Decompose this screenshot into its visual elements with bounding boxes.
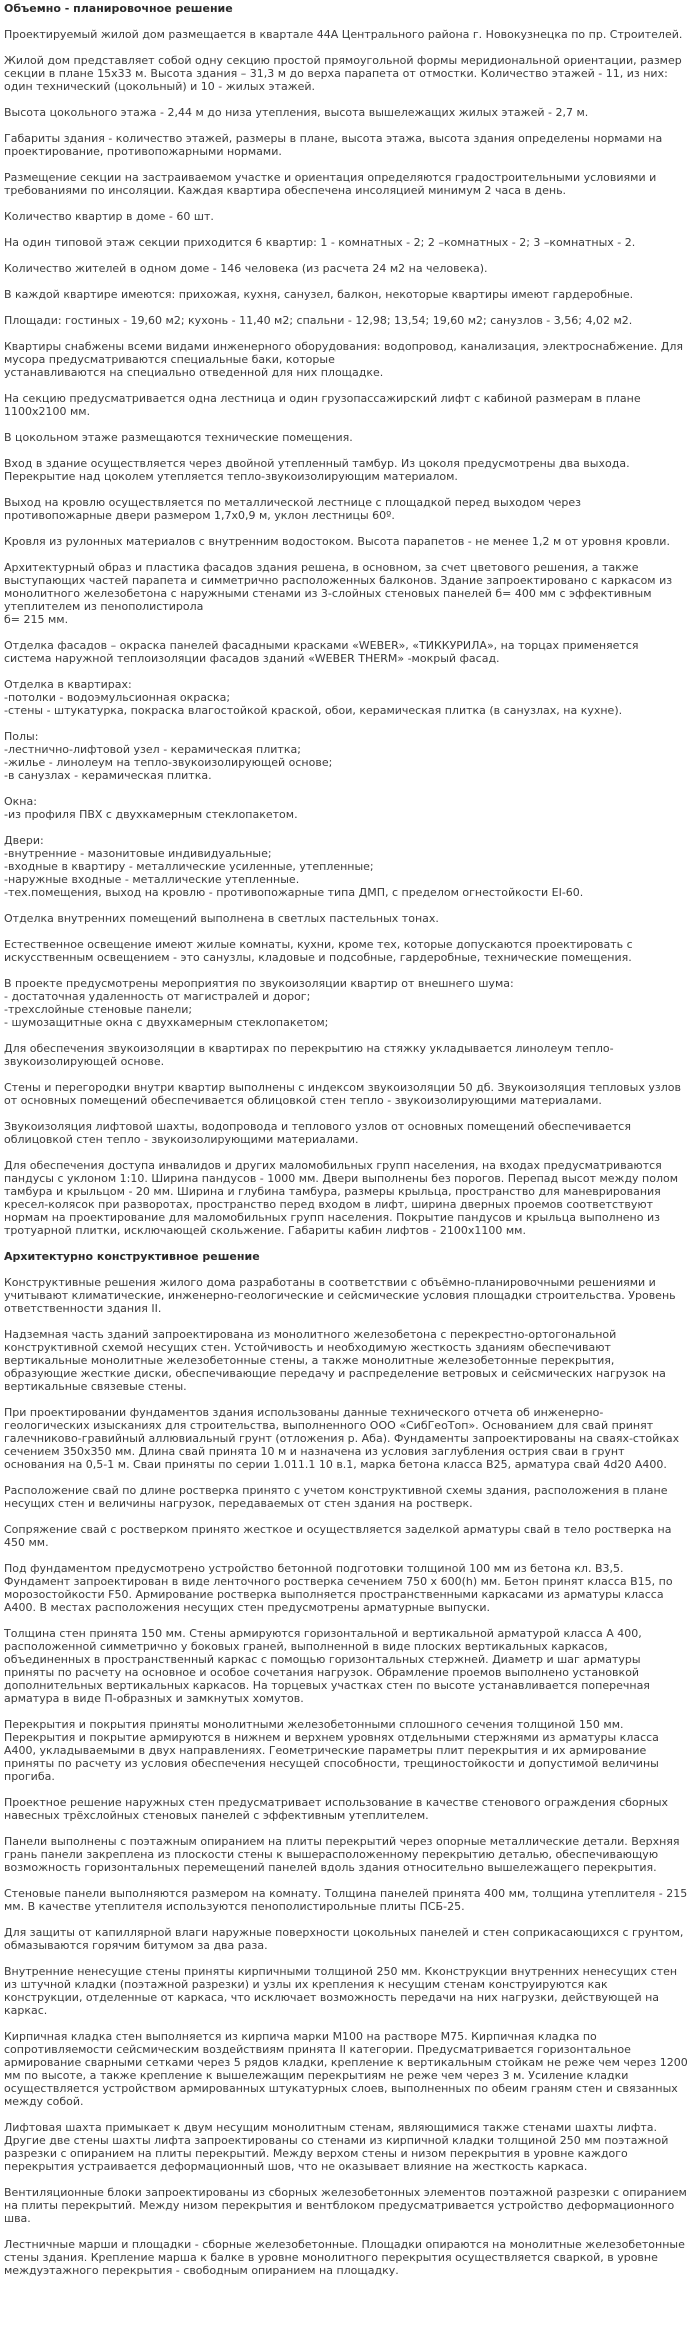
paragraph: В каждой квартире имеются: прихожая, кухня, санузел, балкон, некоторые квартиры имеют гардеробные. bbox=[4, 288, 634, 301]
paragraph: Звукоизоляция лифтовой шахты, водопровода и теплового узлов от основных помещений обеспечивается облицовкой стен тепло - звукоизолирующими материалами. bbox=[4, 1120, 631, 1146]
paragraph: Лестничные марши и площадки - сборные железобетонные. Площадки опираются на монолитные железобетонные стены здания. Крепление марша к балке в уровне монолитного перекрытия осуществляется сваркой, в уровне междуэтажного перекрытия - свободным опиранием на площадку. bbox=[4, 2238, 685, 2277]
paragraph: Полы: -лестнично-лифтовой узел - керамическая плитка; -жилье - линолеум на тепло-звукоизолирующей основе; -в санузлах - керамическая плитка. bbox=[4, 730, 333, 782]
paragraph: Сопряжение свай с ростверком принято жесткое и осуществляется заделкой арматуры свай в тело ростверка на 450 мм. bbox=[4, 1523, 672, 1549]
paragraph: Двери: -внутренние - мазонитовые индивидуальные; -входные в квартиру - металлические усиленные, утепленные; -наружные входные - металлические утепленные. -тех.помещения, выход на кровлю - противопожарные типа ДМП, с пределом огнестойкости EI-60. bbox=[4, 834, 584, 899]
paragraph: Естественное освещение имеют жилые комнаты, кухни, кроме тех, которые допускаются проектировать с искусственным освещением - это санузлы, кладовые и подсобные, гардеробные, технические помещения. bbox=[4, 938, 633, 964]
paragraph: Вентиляционные блоки запроектированы из сборных железобетонных элементов поэтажной разрезки с опиранием на плиты перекрытий. Между низом перекрытия и вентблоком предусматривается устройство деформационного шва. bbox=[4, 2186, 687, 2225]
paragraph: Лифтовая шахта примыкает к двум несущим монолитным стенам, являющимися также стенами шахты лифта. Другие две стены шахты лифта запроектированы со стенами из кирпичной кладки толщиной 250 мм поэтажной разрезки с опиранием на плиты перекрытий. Между верхом стены и низом перекрытия в уровне каждого перекрытия устраивается деформационный шов, что не оказывает влияние на жесткость каркаса. bbox=[4, 2121, 669, 2173]
paragraph: Жилой дом представляет собой одну секцию простой прямоугольной формы меридиональной ориентации, размер секции в плане 15х33 м. Высота здания – 31,3 м до верха парапета от отмостки. Количество этажей - 11, из них: один технический (цокольный) и 10 - жилых этажей. bbox=[4, 54, 682, 93]
paragraph: Перекрытия и покрытия приняты монолитными железобетонными сплошного сечения толщиной 150 мм. Перекрытия и покрытие армируются в нижнем и верхнем уровнях отдельными стержнями из арматуры класса А400, укладываемыми в двух направлениях. Геометрические параметры плит перекрытия и их армирование приняты по расчету из условия обеспечения несущей способности, трещиностойкости и допустимой величины прогиба. bbox=[4, 1718, 659, 1783]
paragraph: Кирпичная кладка стен выполняется из кирпича марки М100 на растворе М75. Кирпичная кладка по сопротивляемости сейсмическим воздействиям принята II категории. Предусматривается горизонтальное армирование сварными сетками через 5 рядов кладки, крепление к вертикальным стойкам не реже чем через 1200 мм по высоте, а также крепление к вышележащим перекрытиям не реже чем через 3 м. Усиление кладки осуществляется устройством армированных штукатурных слоев, выполненных по обеим граням стен и связанных между собой. bbox=[4, 2030, 688, 2108]
paragraph: Количество квартир в доме - 60 шт. bbox=[4, 210, 214, 223]
paragraph: Толщина стен принята 150 мм. Стены армируются горизонтальной и вертикальной арматурой класса А 400, расположенной симметрично у боковых граней, выполненной в виде плоских вертикальных каркасов, объединенных в пространственный каркас с помощью горизонтальных стержней. Диаметр и шаг арматуры приняты по расчету на основное и особое сочетания нагрузок. Обрамление проемов выполнено установкой дополнительных вертикальных каркасов. На торцевых участках стен по высоте устанавливается поперечная арматура в виде П-образных и замкнутых хомутов. bbox=[4, 1627, 650, 1705]
paragraph: Конструктивные решения жилого дома разработаны в соответствии с объёмно-планировочными решениями и учитывают климатические, инженерно-геологические и сейсмические условия площадки строительства. Уровень ответственности здания II. bbox=[4, 1276, 676, 1315]
paragraph: На один типовой этаж секции приходится 6 квартир: 1 - комнатных - 2; 2 –комнатных - 2; 3 –комнатных - 2. bbox=[4, 236, 636, 249]
paragraph: Панели выполнены с поэтажным опиранием на плиты перекрытий через опорные металлические детали. Верхняя грань панели закреплена из плоскости стены к вышерасположенному перекрытию деталью, обеспечивающую возможность горизонтальных перемещений панелей вдоль здания относительно вышележащего перекрытия. bbox=[4, 1835, 680, 1874]
paragraph: Квартиры снабжены всеми видами инженерного оборудования: водопровод, канализация, электроснабжение. Для мусора предусматриваются специальные баки, которые устанавливаются на специально отведенной для них площадке. bbox=[4, 340, 684, 379]
paragraph: Под фундаментом предусмотрено устройство бетонной подготовки толщиной 100 мм из бетона кл. В3,5. Фундамент запроектирован в виде ленточного ростверка сечением 750 х 600(h) мм. Бетон принят класса В15, по морозостойкости F50. Армирование ростверка выполняется пространственными каркасами из арматуры класса А400. В местах расположения несущих стен предусмотрены арматурные выпуски. bbox=[4, 1562, 673, 1614]
section-title-planning: Объемно - планировочное решение bbox=[4, 2, 233, 15]
paragraph: Размещение секции на застраиваемом участке и ориентация определяются градостроительными условиями и требованиями по инсоляции. Каждая квартира обеспечена инсоляцией минимум 2 часа в день. bbox=[4, 171, 657, 197]
paragraph: Расположение свай по длине ростверка принято с учетом конструктивной схемы здания, расположения в плане несущих стен и величины нагрузок, передаваемых от стен здания на ростверк. bbox=[4, 1484, 668, 1510]
paragraph: Стеновые панели выполняются размером на комнату. Толщина панелей принята 400 мм, толщина утеплителя - 215 мм. В качестве утеплителя используются пенополистирольные плиты ПСБ-25. bbox=[4, 1887, 688, 1913]
paragraph: Высота цокольного этажа - 2,44 м до низа утепления, высота вышележащих жилых этажей - 2,7 м. bbox=[4, 106, 589, 119]
paragraph: Внутренние ненесущие стены приняты кирпичными толщиной 250 мм. Кконструкции внутренних ненесущих стен из штучной кладки (поэтажной разрезки) и узлы их крепления к несущим стенам конструируются как конструкции, отделенные от каркаса, что исключает возможность передачи на них нагрузки, действующей на каркас. bbox=[4, 1965, 678, 2017]
paragraph: Вход в здание осуществляется через двойной утепленный тамбур. Из цоколя предусмотрены два выхода. Перекрытие над цоколем утепляется тепло-звукоизолирующим материалом. bbox=[4, 457, 630, 483]
paragraph: Архитектурный образ и пластика фасадов здания решена, в основном, за счет цветового решения, а также выступающих частей парапета и симметрично расположенных балконов. Здание запроектировано с каркасом из монолитного железобетона с наружными стенами из 3-слойных стеновых панелей б= 400 мм с эффективным утеплителем из пенополистирола б= 215 мм. bbox=[4, 561, 673, 626]
paragraph: Выход на кровлю осуществляется по металлической лестнице с площадкой перед выходом через противопожарные двери размером 1,7х0,9 м, уклон лестницы 60º. bbox=[4, 496, 581, 522]
paragraph: Проектируемый жилой дом размещается в квартале 44А Центрального района г. Новокузнецка по пр. Строителей. bbox=[4, 28, 683, 41]
paragraph: Площади: гостиных - 19,60 м2; кухонь - 11,40 м2; спальни - 12,98; 13,54; 19,60 м2; санузлов - 3,56; 4,02 м2. bbox=[4, 314, 633, 327]
paragraph: Отделка в квартирах: -потолки - водоэмульсионная окраска; -стены - штукатурка, покраска влагостойкой краской, обои, керамическая плитка (в санузлах, на кухне). bbox=[4, 678, 623, 717]
paragraph: Для защиты от капиллярной влаги наружные поверхности цокольных панелей и стен соприкасающихся с грунтом, обмазываются горячим битумом за два раза. bbox=[4, 1926, 684, 1952]
paragraph: Кровля из рулонных материалов с внутренним водостоком. Высота парапетов - не менее 1,2 м от уровня кровли. bbox=[4, 535, 670, 548]
section-title-structural: Архитектурно конструктивное решение bbox=[4, 1250, 260, 1263]
paragraph: Отделка фасадов – окраска панелей фасадными красками «WEBER», «ТИККУРИЛА», на торцах применяется система наружной теплоизоляции фасадов зданий «WEBER THERM» -мокрый фасад. bbox=[4, 639, 639, 665]
paragraph: В проекте предусмотрены мероприятия по звукоизоляции квартир от внешнего шума: - достаточная удаленность от магистралей и дорог; -трехслойные стеновые панели; - шумозащитные окна с двухкамерным стеклопакетом; bbox=[4, 977, 514, 1029]
paragraph: Количество жителей в одном доме - 146 человека (из расчета 24 м2 на человека). bbox=[4, 262, 488, 275]
paragraph: В цокольном этаже размещаются технические помещения. bbox=[4, 431, 353, 444]
paragraph: Проектное решение наружных стен предусматривает использование в качестве стенового ограждения сборных навесных трёхслойных стеновых панелей с эффективным утеплителем. bbox=[4, 1796, 669, 1822]
paragraph: Для обеспечения звукоизоляции в квартирах по перекрытию на стяжку укладывается линолеум тепло-звукоизолирующей основе. bbox=[4, 1042, 614, 1068]
paragraph: Окна: -из профиля ПВХ с двухкамерным стеклопакетом. bbox=[4, 795, 298, 821]
paragraph: На секцию предусматривается одна лестница и один грузопассажирский лифт с кабиной размерам в плане 1100х2100 мм. bbox=[4, 392, 641, 418]
paragraph: Габариты здания - количество этажей, размеры в плане, высота этажа, высота здания определены нормами на проектирование, противопожарными нормами. bbox=[4, 132, 663, 158]
paragraph: Стены и перегородки внутри квартир выполнены с индексом звукоизоляции 50 дб. Звукоизоляция тепловых узлов от основных помещений обеспечивается облицовкой стен тепло - звукоизолирующими материалами. bbox=[4, 1081, 681, 1107]
paragraph: Для обеспечения доступа инвалидов и других маломобильных групп населения, на входах предусматриваются пандусы с уклоном 1:10. Ширина пандусов - 1000 мм. Двери выполнены без порогов. Перепад высот между полом тамбура и крыльцом - 20 мм. Ширина и глубина тамбура, размеры крыльца, пространство для маневрирования кресел-колясок при разворотах, пространство перед входом в лифт, ширина дверных проемов соответствуют нормам на проектирование для маломобильных групп населения. Покрытие пандусов и крыльца выполнено из тротуарной плитки, исключающей скольжение. Габариты кабин лифтов - 2100х1100 мм. bbox=[4, 1159, 679, 1237]
paragraph: При проектировании фундаментов здания использованы данные технического отчета об инженерно-геологических изысканиях для строительства, выполненного ООО «СибГеоТоп». Основанием для свай принят галечниково-гравийный аллювиальный грунт (отложения р. Аба). Фундаменты запроектированы на сваях-стойках сечением 350х350 мм. Длина свай принята 10 м и назначена из условия заглубления острия сваи в грунт основания на 0,5-1 м. Сваи приняты по серии 1.011.1 10 в.1, марка бетона класса В25, арматура свай 4d20 А400. bbox=[4, 1406, 680, 1471]
paragraph: Надземная часть зданий запроектирована из монолитного железобетона с перекрестно-ортогональной конструктивной схемой несущих стен. Устойчивость и необходимую жесткость зданиям обеспечивают вертикальные монолитные железобетонные стены, а также монолитные железобетонные перекрытия, образующие жесткие диски, обеспечивающие передачу и распределение ветровых и сейсмических нагрузок на вертикальные связевые стены. bbox=[4, 1328, 666, 1393]
paragraph: Отделка внутренних помещений выполнена в светлых пастельных тонах. bbox=[4, 912, 439, 925]
